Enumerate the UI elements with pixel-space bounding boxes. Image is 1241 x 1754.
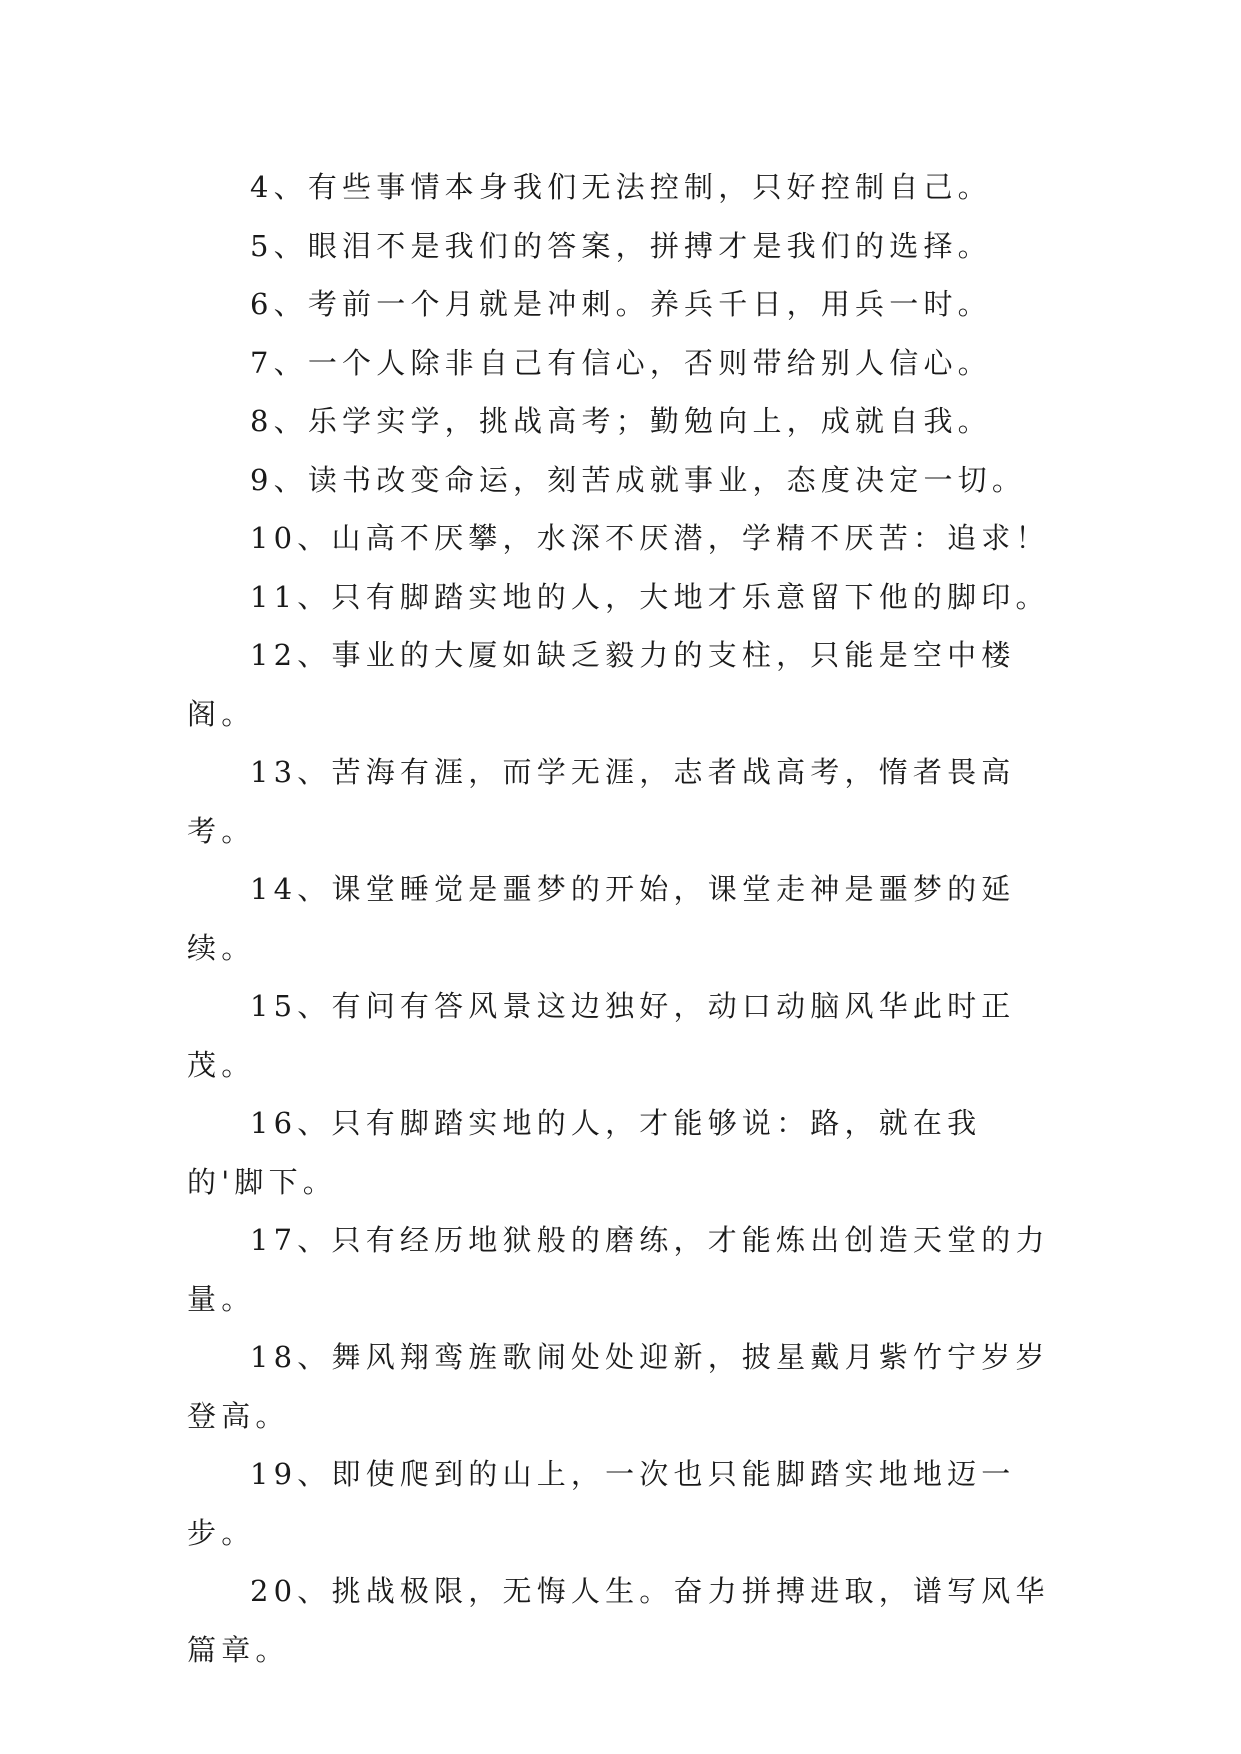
paragraph-11: 11、只有脚踏实地的人，大地才乐意留下他的脚印。 xyxy=(250,579,1050,614)
paragraph-20: 20、挑战极限，无悔人生。奋力拼搏进取，谱写风华篇章。 xyxy=(187,1574,1050,1667)
paragraph-12: 12、事业的大厦如缺乏毅力的支柱，只能是空中楼阁。 xyxy=(187,638,1016,731)
paragraph-8: 8、乐学实学，挑战高考；勤勉向上，成就自我。 xyxy=(250,404,992,438)
paragraph-9: 9、读书改变命运，刻苦成就事业，态度决定一切。 xyxy=(250,462,1027,497)
paragraph-4: 4、有些事情本身我们无法控制，只好控制自己。 xyxy=(250,170,992,204)
paragraph-10: 10、山高不厌攀，水深不厌潜，学精不厌苦：追求！ xyxy=(250,521,1050,555)
paragraph-19: 19、即使爬到的山上，一次也只能脚踏实地地迈一步。 xyxy=(187,1457,1016,1550)
paragraph-15: 15、有问有答风景这边独好，动口动脑风华此时正茂。 xyxy=(187,989,1016,1082)
paragraph-14: 14、课堂睡觉是噩梦的开始，课堂走神是噩梦的延续。 xyxy=(187,872,1016,965)
paragraph-13: 13、苦海有涯，而学无涯，志者战高考，惰者畏高考。 xyxy=(187,755,1016,848)
paragraph-6: 6、考前一个月就是冲刺。养兵千日，用兵一时。 xyxy=(250,287,992,321)
document-body xyxy=(187,158,1057,1679)
paragraph-18: 18、舞风翔鸾旌歌闹处处迎新，披星戴月紫竹宁岁岁登高。 xyxy=(187,1340,1050,1433)
paragraph-5: 5、眼泪不是我们的答案，拼搏才是我们的选择。 xyxy=(250,228,992,263)
paragraph-17: 17、只有经历地狱般的磨练，才能炼出创造天堂的力量。 xyxy=(187,1223,1050,1316)
paragraph-16: 16、只有脚踏实地的人，才能够说：路，就在我的'脚下。 xyxy=(187,1106,982,1199)
paragraph-7: 7、一个人除非自己有信心，否则带给别人信心。 xyxy=(250,345,992,380)
